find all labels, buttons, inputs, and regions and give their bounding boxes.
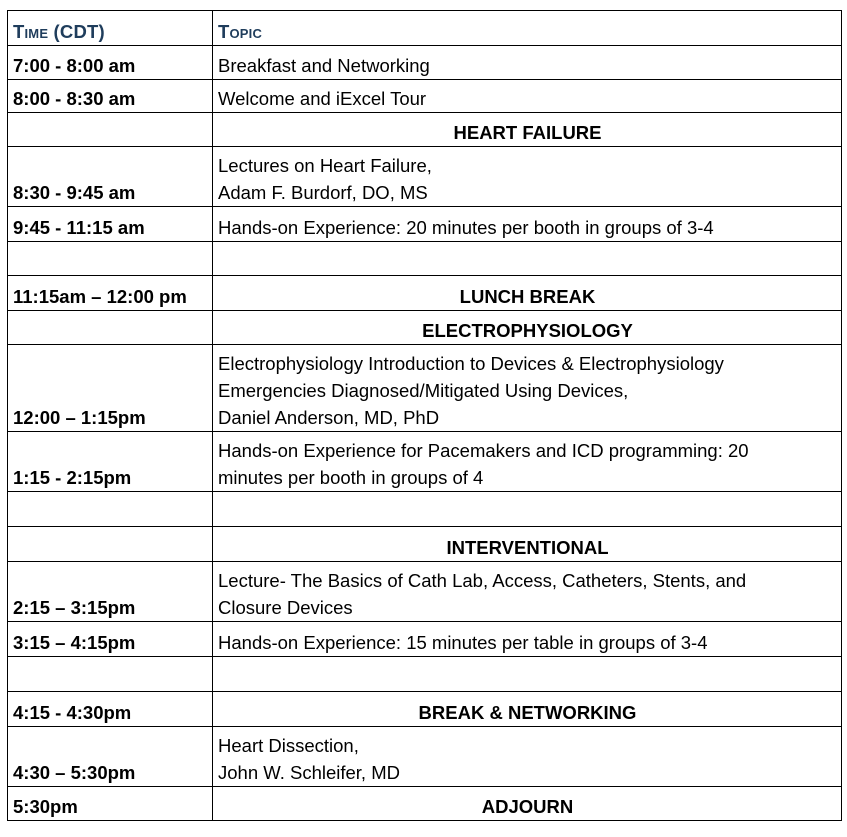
topic-line: HEART FAILURE [453,122,602,143]
topic-line: ADJOURN [481,796,574,817]
topic-cell [213,727,842,787]
table-row [8,113,842,147]
topic-cell [213,80,842,113]
table-row [8,622,842,657]
table-row [8,727,842,787]
topic-cell [213,622,842,657]
time-cell: 5:30pm [8,787,213,821]
time-cell: 12:00 – 1:15pm [8,345,213,432]
table-row [8,692,842,727]
section-heading [213,692,842,727]
topic-cell [213,492,842,527]
topic-line: Heart Dissection, [218,735,359,756]
table-row [8,242,842,276]
topic-line: Welcome and iExcel Tour [218,88,427,109]
section-heading [213,787,842,821]
topic-line: John W. Schleifer, MD [218,762,400,783]
topic-line: Hands-on Experience: 15 minutes per table in groups of 3-4 [218,632,708,653]
topic-cell [213,562,842,622]
table-row [8,46,842,80]
table-row [8,527,842,562]
topic-cell [213,207,842,242]
time-cell: 2:15 – 3:15pm [8,562,213,622]
topic-line: Lecture- The Basics of Cath Lab, Access, Catheters, Stents, and [218,570,747,591]
topic-line: Breakfast and Networking [218,55,430,76]
time-cell: 9:45 - 11:15 am [8,207,213,242]
topic-line: minutes per booth in groups of 4 [218,467,484,488]
time-cell: 4:15 - 4:30pm [8,692,213,727]
topic-line: Lectures on Heart Failure, [218,155,432,176]
table-row [8,207,842,242]
header-row [8,11,842,46]
time-cell: 11:15am – 12:00 pm [8,276,213,311]
table-row [8,80,842,113]
time-cell [8,242,213,276]
time-cell: 7:00 - 8:00 am [8,46,213,80]
time-cell [8,492,213,527]
table-row [8,311,842,345]
topic-cell [213,46,842,80]
table-row [8,787,842,821]
time-cell: 3:15 – 4:15pm [8,622,213,657]
time-cell: 4:30 – 5:30pm [8,727,213,787]
topic-line: Adam F. Burdorf, DO, MS [218,182,428,203]
header-time: Time (CDT) [8,11,213,46]
time-cell: 8:00 - 8:30 am [8,80,213,113]
time-cell [8,113,213,147]
topic-line: Hands-on Experience: 20 minutes per booth in groups of 3-4 [218,217,714,238]
topic-cell [213,147,842,207]
topic-line: Emergencies Diagnosed/Mitigated Using Devices, [218,380,629,401]
topic-line: Electrophysiology Introduction to Devices & Electrophysiology [218,353,724,374]
topic-cell [213,432,842,492]
topic-line: Closure Devices [218,597,353,618]
header-topic: Topic [213,11,842,46]
topic-cell [213,345,842,432]
topic-line: Hands-on Experience for Pacemakers and ICD programming: 20 [218,440,749,461]
schedule-body [8,11,842,821]
topic-line: ELECTROPHYSIOLOGY [422,320,633,341]
topic-line: LUNCH BREAK [459,286,596,307]
table-row [8,345,842,432]
table-row [8,657,842,692]
topic-cell [213,242,842,276]
section-heading [213,276,842,311]
topic-line: INTERVENTIONAL [446,537,609,558]
table-row [8,276,842,311]
time-cell [8,527,213,562]
table-row [8,432,842,492]
schedule-table [7,10,842,821]
table-row [8,562,842,622]
table-row [8,147,842,207]
topic-line: BREAK & NETWORKING [418,702,637,723]
time-cell: 8:30 - 9:45 am [8,147,213,207]
section-heading [213,527,842,562]
section-heading [213,113,842,147]
time-cell [8,657,213,692]
section-heading [213,311,842,345]
time-cell: 1:15 - 2:15pm [8,432,213,492]
topic-line: Daniel Anderson, MD, PhD [218,407,440,428]
time-cell [8,311,213,345]
table-row [8,492,842,527]
topic-cell [213,657,842,692]
